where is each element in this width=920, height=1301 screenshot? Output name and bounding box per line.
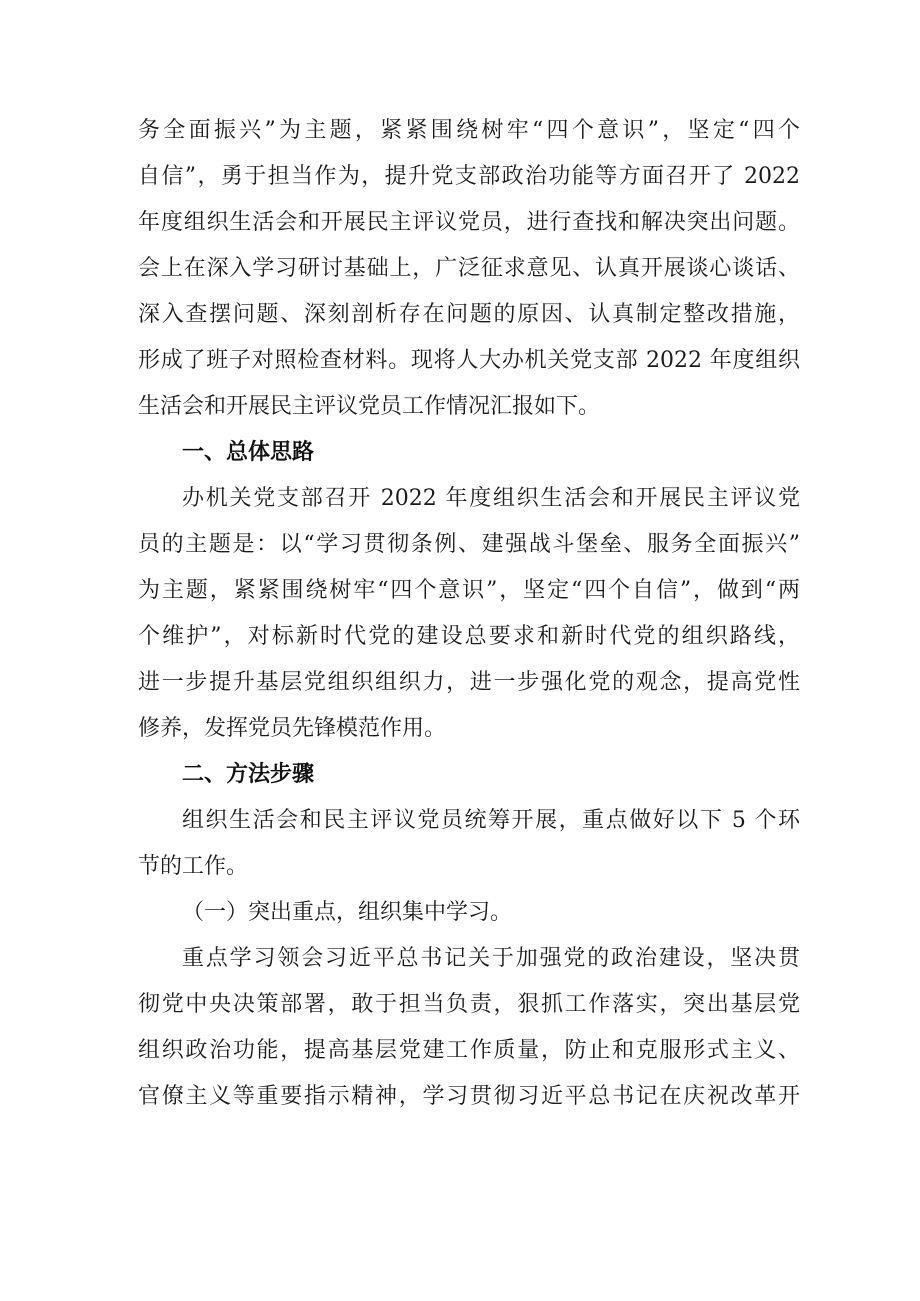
paragraph-line: 形成了班子对照检查材料。现将人大办机关党支部 2022 年度组织 [138,348,800,373]
paragraph-line: 彻党中央决策部署，敢于担当负责，狠抓工作落实，突出基层党 [138,992,800,1017]
paragraph-line: 组织生活会和民主评议党员统筹开展，重点做好以下 5 个环 [182,808,800,833]
paragraph-line: 年度组织生活会和开展民主评议党员，进行查找和解决突出问题。 [138,210,800,235]
paragraph-line: 员的主题是：以“学习贯彻条例、建强战斗堡垒、服务全面振兴” [138,532,800,557]
paragraph-line: 官僚主义等重要指示精神，学习贯彻习近平总书记在庆祝改革开 [138,1084,800,1109]
paragraph-line: 自信”，勇于担当作为，提升党支部政治功能等方面召开了 2022 [138,164,800,189]
paragraph-line: 修养，发挥党员先锋模范作用。 [138,716,447,741]
paragraph-line: 组织政治功能，提高基层党建工作质量，防止和克服形式主义、 [138,1038,800,1063]
paragraph-line: 为主题，紧紧围绕树牢“四个意识”，坚定“四个自信”，做到“两 [138,578,800,603]
section-heading-overall-approach: 一、总体思路 [182,440,315,465]
paragraph-line: 重点学习领会习近平总书记关于加强党的政治建设，坚决贯 [182,946,800,971]
subsection-heading: （一）突出重点，组织集中学习。 [182,900,513,925]
paragraph-line: 深入查摆问题、深刻剖析存在问题的原因、认真制定整改措施， [138,302,800,327]
paragraph-line: 会上在深入学习研讨基础上，广泛征求意见、认真开展谈心谈话、 [138,256,800,281]
paragraph-line: 节的工作。 [138,854,249,879]
paragraph-line: 务全面振兴”为主题，紧紧围绕树牢“四个意识”，坚定“四个 [138,118,800,143]
paragraph-line: 办机关党支部召开 2022 年度组织生活会和开展民主评议党 [182,486,800,511]
document-body [138,108,800,1120]
paragraph-line: 生活会和开展民主评议党员工作情况汇报如下。 [138,394,601,419]
paragraph-line: 个维护”，对标新时代党的建设总要求和新时代党的组织路线， [138,624,800,649]
section-heading-methods-steps: 二、方法步骤 [182,762,315,787]
paragraph-line: 进一步提升基层党组织组织力，进一步强化党的观念，提高党性 [138,670,800,695]
